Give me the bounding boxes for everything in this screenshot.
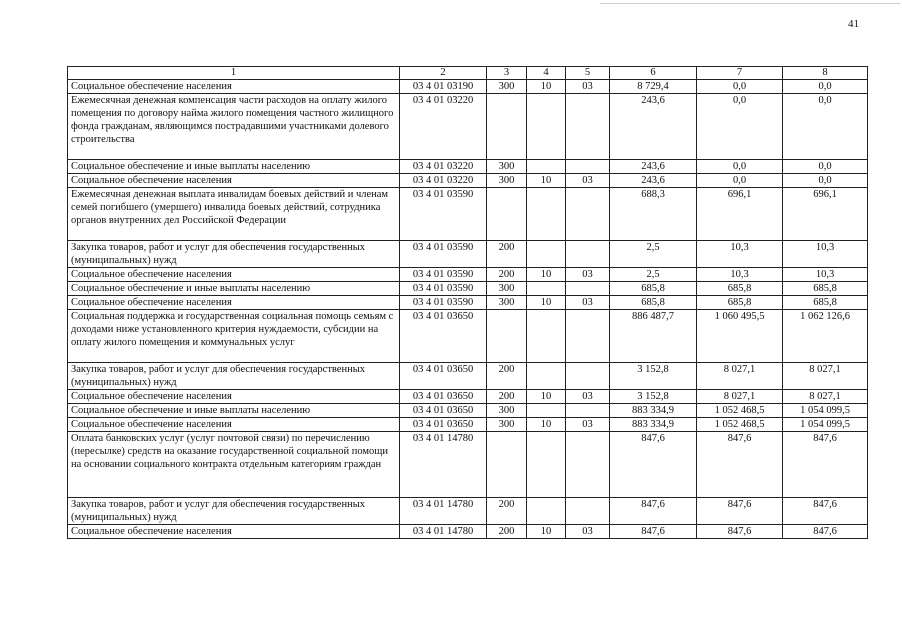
amount-col-7: 685,8	[697, 296, 783, 310]
expense-type: 200	[487, 390, 527, 404]
row-name: Социальное обеспечение населения	[68, 174, 400, 188]
amount-col-6: 685,8	[610, 282, 697, 296]
section-code	[527, 94, 566, 160]
target-article-code: 03 4 01 03220	[400, 94, 487, 160]
target-article-code: 03 4 01 03590	[400, 282, 487, 296]
amount-col-8: 847,6	[783, 498, 868, 525]
amount-col-8: 696,1	[783, 188, 868, 241]
expense-type	[487, 432, 527, 498]
target-article-code: 03 4 01 03190	[400, 80, 487, 94]
header-cell: 7	[697, 67, 783, 80]
row-name: Закупка товаров, работ и услуг для обеспечения государственных (муниципальных) нужд	[68, 363, 400, 390]
amount-col-8: 0,0	[783, 80, 868, 94]
amount-col-6: 3 152,8	[610, 363, 697, 390]
amount-col-6: 886 487,7	[610, 310, 697, 363]
amount-col-6: 243,6	[610, 160, 697, 174]
amount-col-6: 847,6	[610, 432, 697, 498]
top-edge-line	[600, 3, 900, 4]
amount-col-8: 685,8	[783, 282, 868, 296]
subsection-code	[566, 188, 610, 241]
amount-col-7: 847,6	[697, 498, 783, 525]
subsection-code	[566, 241, 610, 268]
amount-col-6: 847,6	[610, 525, 697, 539]
amount-col-8: 0,0	[783, 94, 868, 160]
amount-col-8: 0,0	[783, 174, 868, 188]
expense-type: 300	[487, 404, 527, 418]
section-code	[527, 404, 566, 418]
table-row	[68, 80, 868, 94]
table-row	[68, 432, 868, 498]
table-row	[68, 160, 868, 174]
subsection-code: 03	[566, 268, 610, 282]
subsection-code	[566, 432, 610, 498]
amount-col-7: 696,1	[697, 188, 783, 241]
expense-type: 300	[487, 282, 527, 296]
row-name: Социальное обеспечение населения	[68, 268, 400, 282]
row-name: Закупка товаров, работ и услуг для обеспечения государственных (муниципальных) нужд	[68, 241, 400, 268]
table-row	[68, 94, 868, 160]
table-row	[68, 404, 868, 418]
target-article-code: 03 4 01 03590	[400, 296, 487, 310]
table-row	[68, 174, 868, 188]
header-cell: 6	[610, 67, 697, 80]
subsection-code: 03	[566, 174, 610, 188]
amount-col-7: 0,0	[697, 94, 783, 160]
amount-col-7: 685,8	[697, 282, 783, 296]
table-row	[68, 188, 868, 241]
header-cell: 3	[487, 67, 527, 80]
header-row	[68, 67, 868, 80]
section-code: 10	[527, 390, 566, 404]
amount-col-7: 0,0	[697, 160, 783, 174]
table-row	[68, 525, 868, 539]
subsection-code: 03	[566, 390, 610, 404]
expense-type: 200	[487, 363, 527, 390]
header-cell: 2	[400, 67, 487, 80]
amount-col-7: 10,3	[697, 241, 783, 268]
section-code	[527, 432, 566, 498]
target-article-code: 03 4 01 03590	[400, 188, 487, 241]
amount-col-8: 10,3	[783, 241, 868, 268]
expense-type: 200	[487, 525, 527, 539]
amount-col-6: 883 334,9	[610, 418, 697, 432]
amount-col-8: 1 054 099,5	[783, 418, 868, 432]
expense-type: 300	[487, 174, 527, 188]
target-article-code: 03 4 01 03650	[400, 310, 487, 363]
amount-col-6: 3 152,8	[610, 390, 697, 404]
subsection-code	[566, 310, 610, 363]
row-name: Социальное обеспечение населения	[68, 418, 400, 432]
target-article-code: 03 4 01 14780	[400, 525, 487, 539]
amount-col-7: 1 060 495,5	[697, 310, 783, 363]
amount-col-6: 2,5	[610, 268, 697, 282]
amount-col-7: 847,6	[697, 525, 783, 539]
amount-col-6: 688,3	[610, 188, 697, 241]
header-cell: 1	[68, 67, 400, 80]
amount-col-7: 847,6	[697, 432, 783, 498]
row-name: Оплата банковских услуг (услуг почтовой связи) по перечислению (пересылке) средств на оказание государственной социальной помощи на основании социального контракта отдельным категориям граждан	[68, 432, 400, 498]
target-article-code: 03 4 01 14780	[400, 432, 487, 498]
target-article-code: 03 4 01 03220	[400, 174, 487, 188]
section-code: 10	[527, 80, 566, 94]
amount-col-6: 847,6	[610, 498, 697, 525]
subsection-code	[566, 160, 610, 174]
page-number: 41	[848, 18, 859, 30]
subsection-code	[566, 404, 610, 418]
table-row	[68, 282, 868, 296]
subsection-code	[566, 282, 610, 296]
subsection-code	[566, 498, 610, 525]
row-name: Ежемесячная денежная компенсация части расходов на оплату жилого помещения по договору найма жилого помещения частного жилищного фонда гражданам, являющимся пострадавшими участниками долевого строительства	[68, 94, 400, 160]
expense-type: 200	[487, 268, 527, 282]
expense-type: 200	[487, 241, 527, 268]
header-cell: 8	[783, 67, 868, 80]
target-article-code: 03 4 01 14780	[400, 498, 487, 525]
section-code: 10	[527, 525, 566, 539]
amount-col-7: 10,3	[697, 268, 783, 282]
target-article-code: 03 4 01 03650	[400, 390, 487, 404]
target-article-code: 03 4 01 03650	[400, 404, 487, 418]
expense-type: 300	[487, 80, 527, 94]
section-code	[527, 310, 566, 363]
section-code: 10	[527, 268, 566, 282]
row-name: Социальное обеспечение и иные выплаты населению	[68, 160, 400, 174]
amount-col-6: 8 729,4	[610, 80, 697, 94]
target-article-code: 03 4 01 03220	[400, 160, 487, 174]
expense-type	[487, 188, 527, 241]
table-row	[68, 418, 868, 432]
target-article-code: 03 4 01 03650	[400, 363, 487, 390]
section-code: 10	[527, 418, 566, 432]
expense-type: 200	[487, 498, 527, 525]
amount-col-8: 8 027,1	[783, 363, 868, 390]
subsection-code	[566, 94, 610, 160]
row-name: Социальное обеспечение населения	[68, 80, 400, 94]
table-row	[68, 498, 868, 525]
subsection-code: 03	[566, 525, 610, 539]
target-article-code: 03 4 01 03650	[400, 418, 487, 432]
amount-col-7: 0,0	[697, 80, 783, 94]
row-name: Закупка товаров, работ и услуг для обеспечения государственных (муниципальных) нужд	[68, 498, 400, 525]
expense-type: 300	[487, 418, 527, 432]
row-name: Социальное обеспечение и иные выплаты населению	[68, 282, 400, 296]
section-code	[527, 188, 566, 241]
amount-col-8: 8 027,1	[783, 390, 868, 404]
section-code: 10	[527, 296, 566, 310]
row-name: Социальное обеспечение населения	[68, 525, 400, 539]
amount-col-7: 0,0	[697, 174, 783, 188]
target-article-code: 03 4 01 03590	[400, 268, 487, 282]
row-name: Социальное обеспечение и иные выплаты населению	[68, 404, 400, 418]
amount-col-7: 8 027,1	[697, 390, 783, 404]
amount-col-8: 1 054 099,5	[783, 404, 868, 418]
amount-col-6: 2,5	[610, 241, 697, 268]
row-name: Социальное обеспечение населения	[68, 296, 400, 310]
section-code	[527, 160, 566, 174]
subsection-code: 03	[566, 296, 610, 310]
table-row	[68, 296, 868, 310]
table-row	[68, 390, 868, 404]
amount-col-7: 1 052 468,5	[697, 418, 783, 432]
amount-col-8: 0,0	[783, 160, 868, 174]
subsection-code: 03	[566, 80, 610, 94]
row-name: Ежемесячная денежная выплата инвалидам боевых действий и членам семей погибшего (умершего) инвалида боевых действий, сотрудника органов внутренних дел Российской Федерации	[68, 188, 400, 241]
expense-type	[487, 94, 527, 160]
subsection-code: 03	[566, 418, 610, 432]
amount-col-8: 1 062 126,6	[783, 310, 868, 363]
amount-col-7: 1 052 468,5	[697, 404, 783, 418]
amount-col-6: 243,6	[610, 174, 697, 188]
section-code	[527, 363, 566, 390]
row-name: Социальная поддержка и государственная социальная помощь семьям с доходами ниже установленного критерия нуждаемости, субсидии на оплату жилого помещения и коммунальных услуг	[68, 310, 400, 363]
amount-col-6: 243,6	[610, 94, 697, 160]
section-code	[527, 498, 566, 525]
expense-type	[487, 310, 527, 363]
table-body	[68, 80, 868, 539]
expense-type: 300	[487, 296, 527, 310]
section-code: 10	[527, 174, 566, 188]
expense-type: 300	[487, 160, 527, 174]
row-name: Социальное обеспечение населения	[68, 390, 400, 404]
table-row	[68, 241, 868, 268]
table-row	[68, 363, 868, 390]
amount-col-8: 10,3	[783, 268, 868, 282]
target-article-code: 03 4 01 03590	[400, 241, 487, 268]
header-cell: 4	[527, 67, 566, 80]
amount-col-8: 847,6	[783, 525, 868, 539]
table-row	[68, 310, 868, 363]
amount-col-6: 685,8	[610, 296, 697, 310]
section-code	[527, 282, 566, 296]
header-cell: 5	[566, 67, 610, 80]
amount-col-8: 847,6	[783, 432, 868, 498]
table-row	[68, 268, 868, 282]
section-code	[527, 241, 566, 268]
amount-col-6: 883 334,9	[610, 404, 697, 418]
amount-col-7: 8 027,1	[697, 363, 783, 390]
budget-table	[67, 66, 868, 539]
amount-col-8: 685,8	[783, 296, 868, 310]
subsection-code	[566, 363, 610, 390]
